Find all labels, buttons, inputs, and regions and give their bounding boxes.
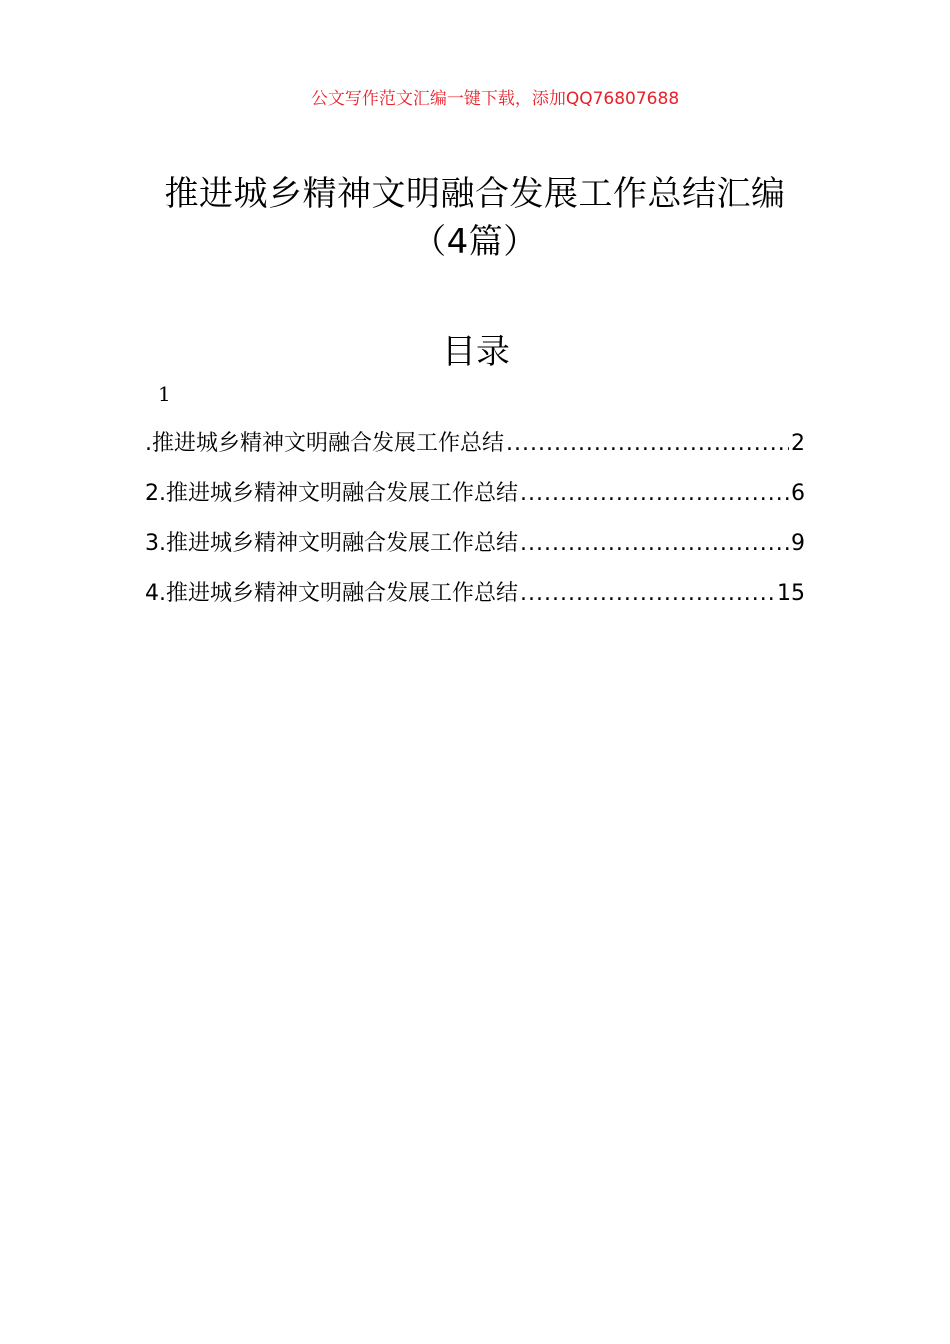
- toc-leader-dots: [520, 481, 789, 506]
- toc-entry-text: 4.推进城乡精神文明融合发展工作总结: [145, 581, 518, 606]
- toc-heading: 目录: [442, 332, 510, 372]
- document-title: [0, 170, 950, 266]
- toc-entry-4[interactable]: [145, 576, 805, 626]
- toc-entry-page: 6: [791, 481, 805, 506]
- toc-leader-dots: [520, 581, 775, 606]
- toc-stray-number: 1: [158, 382, 171, 406]
- toc-leader-dots: [520, 531, 789, 556]
- toc-entry-text: 3.推进城乡精神文明融合发展工作总结: [145, 531, 518, 556]
- toc-entry-page: 2: [791, 431, 805, 456]
- table-of-contents: [145, 426, 805, 626]
- download-banner: 公文写作范文汇编一键下载，添加QQ76807688: [310, 89, 680, 109]
- toc-entry-3[interactable]: [145, 526, 805, 576]
- toc-entry-1[interactable]: [145, 426, 805, 476]
- toc-entry-text: .推进城乡精神文明融合发展工作总结: [145, 431, 504, 456]
- toc-entry-2[interactable]: [145, 476, 805, 526]
- title-line-1: 推进城乡精神文明融合发展工作总结汇编: [164, 174, 786, 214]
- toc-entry-text: 2.推进城乡精神文明融合发展工作总结: [145, 481, 518, 506]
- title-line-2: （4篇）: [412, 222, 538, 262]
- toc-entry-page: 15: [777, 581, 805, 606]
- toc-entry-page: 9: [791, 531, 805, 556]
- toc-leader-dots: [506, 431, 789, 456]
